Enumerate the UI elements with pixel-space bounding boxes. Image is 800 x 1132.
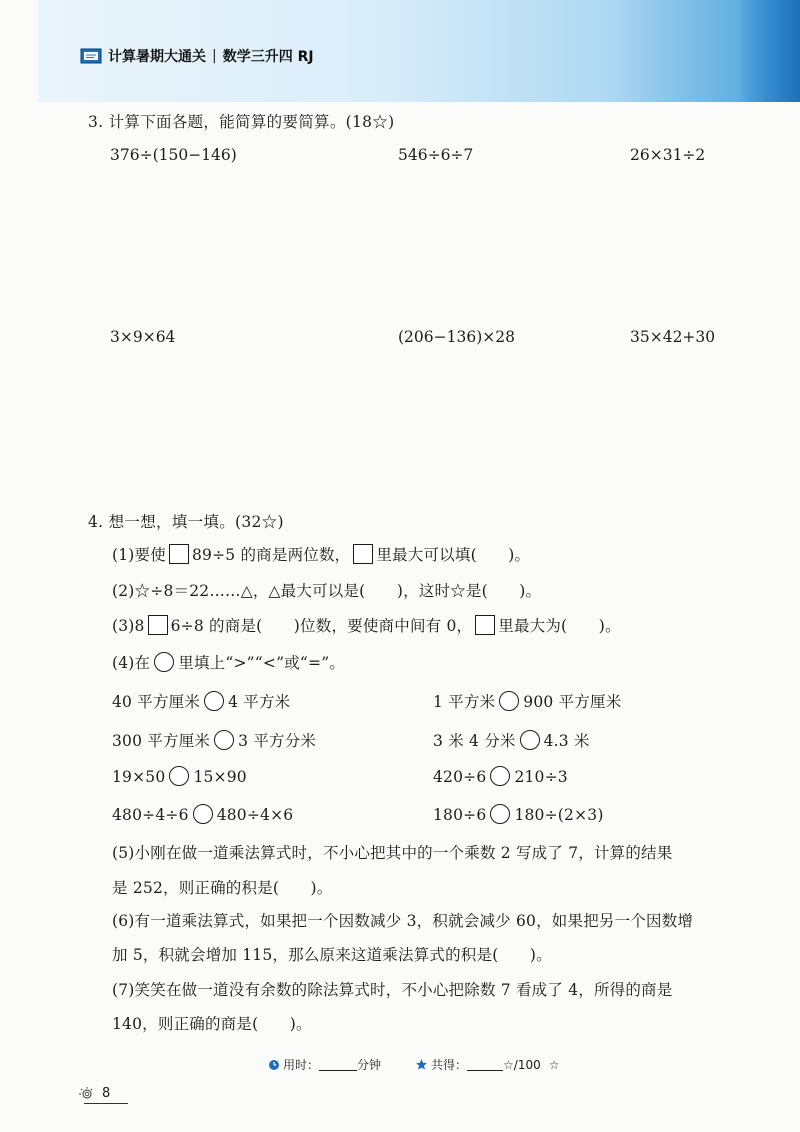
compare-left: 480÷4÷6: [112, 806, 189, 824]
q3-expr-6: 35×42+30: [630, 328, 716, 346]
compare-item-8: [433, 804, 604, 824]
compare-right: 4 平方米: [228, 693, 291, 711]
answer-box[interactable]: [148, 615, 168, 635]
compare-right: 210÷3: [514, 768, 568, 786]
q3-expr-1: 376÷(150−146): [110, 146, 237, 164]
page-number-rule: [84, 1103, 128, 1104]
q4-part-5-line-1: (5)小刚在做一道乘法算式时，不小心把其中的一个乘数 2 写成了 7，计算的结果: [112, 844, 673, 862]
q4-p4-text-a: (4)在: [112, 654, 151, 672]
q4-part-5-line-2: 是 252，则正确的积是( )。: [112, 879, 333, 897]
compare-circle[interactable]: [520, 730, 540, 750]
q4-p4-text-b: 里填上“>”“<”或“=”。: [178, 654, 346, 672]
book-icon: [80, 47, 102, 65]
time-label: 用时：: [283, 1058, 320, 1072]
compare-right: 3 平方分米: [238, 732, 317, 750]
q3-expr-4: 3×9×64: [110, 328, 176, 346]
q4-p1-text-b: 89÷5 的商是两位数，: [191, 546, 351, 564]
page-number: 8: [102, 1085, 111, 1101]
compare-left: 3 米 4 分米: [433, 732, 516, 750]
compare-left: 420÷6: [433, 768, 487, 786]
compare-item-3: [112, 729, 316, 751]
compare-item-1: [112, 690, 290, 712]
clock-icon: [268, 1059, 280, 1071]
q4-p3-text-c: 里最大为( )。: [498, 617, 621, 635]
compare-circle[interactable]: [490, 804, 510, 824]
answer-box[interactable]: [169, 544, 189, 564]
score-star: ☆: [548, 1057, 560, 1072]
compare-circle[interactable]: [169, 766, 189, 786]
q4-part-3: [112, 614, 621, 636]
compare-item-5: [112, 766, 247, 786]
compare-left: 40 平方厘米: [112, 693, 201, 711]
compare-item-4: [433, 729, 590, 751]
compare-right: 180÷(2×3): [514, 806, 604, 824]
score-total: ☆/100: [503, 1057, 541, 1072]
compare-left: 300 平方厘米: [112, 732, 211, 750]
q3-expr-2: 546÷6÷7: [398, 146, 474, 164]
compare-circle[interactable]: [204, 691, 224, 711]
compare-right: 900 平方厘米: [523, 693, 622, 711]
q3-expr-3: 26×31÷2: [630, 146, 706, 164]
page-number-area: [76, 1085, 110, 1101]
compare-circle[interactable]: [499, 691, 519, 711]
q4-part-6-line-2: 加 5，积就会增加 115，那么原来这道乘法算式的积是( )。: [112, 946, 552, 964]
header-edge-bar: [738, 0, 800, 102]
q4-part-7-line-2: 140，则正确的商是( )。: [112, 1015, 312, 1033]
compare-circle[interactable]: [214, 730, 234, 750]
compare-right: 4.3 米: [543, 732, 590, 750]
q4-p3-text-a: (3)8: [112, 617, 145, 635]
footer-score-bar: [268, 1056, 560, 1073]
answer-box[interactable]: [475, 615, 495, 635]
compare-item-2: [433, 690, 621, 712]
q4-part-7-line-1: (7)笑笑在做一道没有余数的除法算式时，不小心把除数 7 看成了 4，所得的商是: [112, 981, 673, 999]
q4-p1-text-a: (1)要使: [112, 546, 166, 564]
time-unit: 分钟: [357, 1058, 382, 1072]
compare-left: 19×50: [112, 768, 166, 786]
q4-part-1: [112, 543, 530, 565]
q4-heading: 4. 想一想，填一填。(32☆): [88, 513, 284, 531]
q4-p3-text-b: 6÷8 的商是( )位数，要使商中间有 0，: [170, 617, 473, 635]
compare-item-6: [433, 766, 568, 786]
time-blank[interactable]: [319, 1058, 357, 1071]
compare-circle: [154, 652, 174, 672]
q4-p1-text-c: 里最大可以填( )。: [376, 546, 531, 564]
q4-part-6-line-1: (6)有一道乘法算式，如果把一个因数减少 3，积就会减少 60，如果把另一个因数增: [112, 912, 694, 930]
header-separator: |: [212, 48, 217, 64]
header-subject: 数学三升四 RJ: [222, 49, 314, 65]
q3-expr-5: (206−136)×28: [398, 328, 515, 346]
compare-circle[interactable]: [193, 804, 213, 824]
compare-right: 480÷4×6: [216, 806, 294, 824]
compare-left: 180÷6: [433, 806, 487, 824]
compare-circle[interactable]: [490, 766, 510, 786]
q4-part-2: (2)☆÷8＝22……△，△最大可以是( )，这时☆是( )。: [112, 582, 542, 600]
header-title: [80, 44, 314, 68]
score-blank[interactable]: [467, 1058, 503, 1071]
compare-right: 15×90: [193, 768, 247, 786]
q3-heading: 3. 计算下面各题，能简算的要简算。(18☆): [88, 113, 395, 131]
sun-swirl-icon: [76, 1085, 96, 1101]
answer-box[interactable]: [353, 544, 373, 564]
header-series: 计算暑期大通关: [108, 49, 206, 65]
compare-item-7: [112, 804, 293, 824]
q4-part-4: [112, 651, 345, 673]
score-label: 共得：: [431, 1058, 468, 1072]
compare-left: 1 平方米: [433, 693, 496, 711]
star-icon: [415, 1058, 428, 1071]
